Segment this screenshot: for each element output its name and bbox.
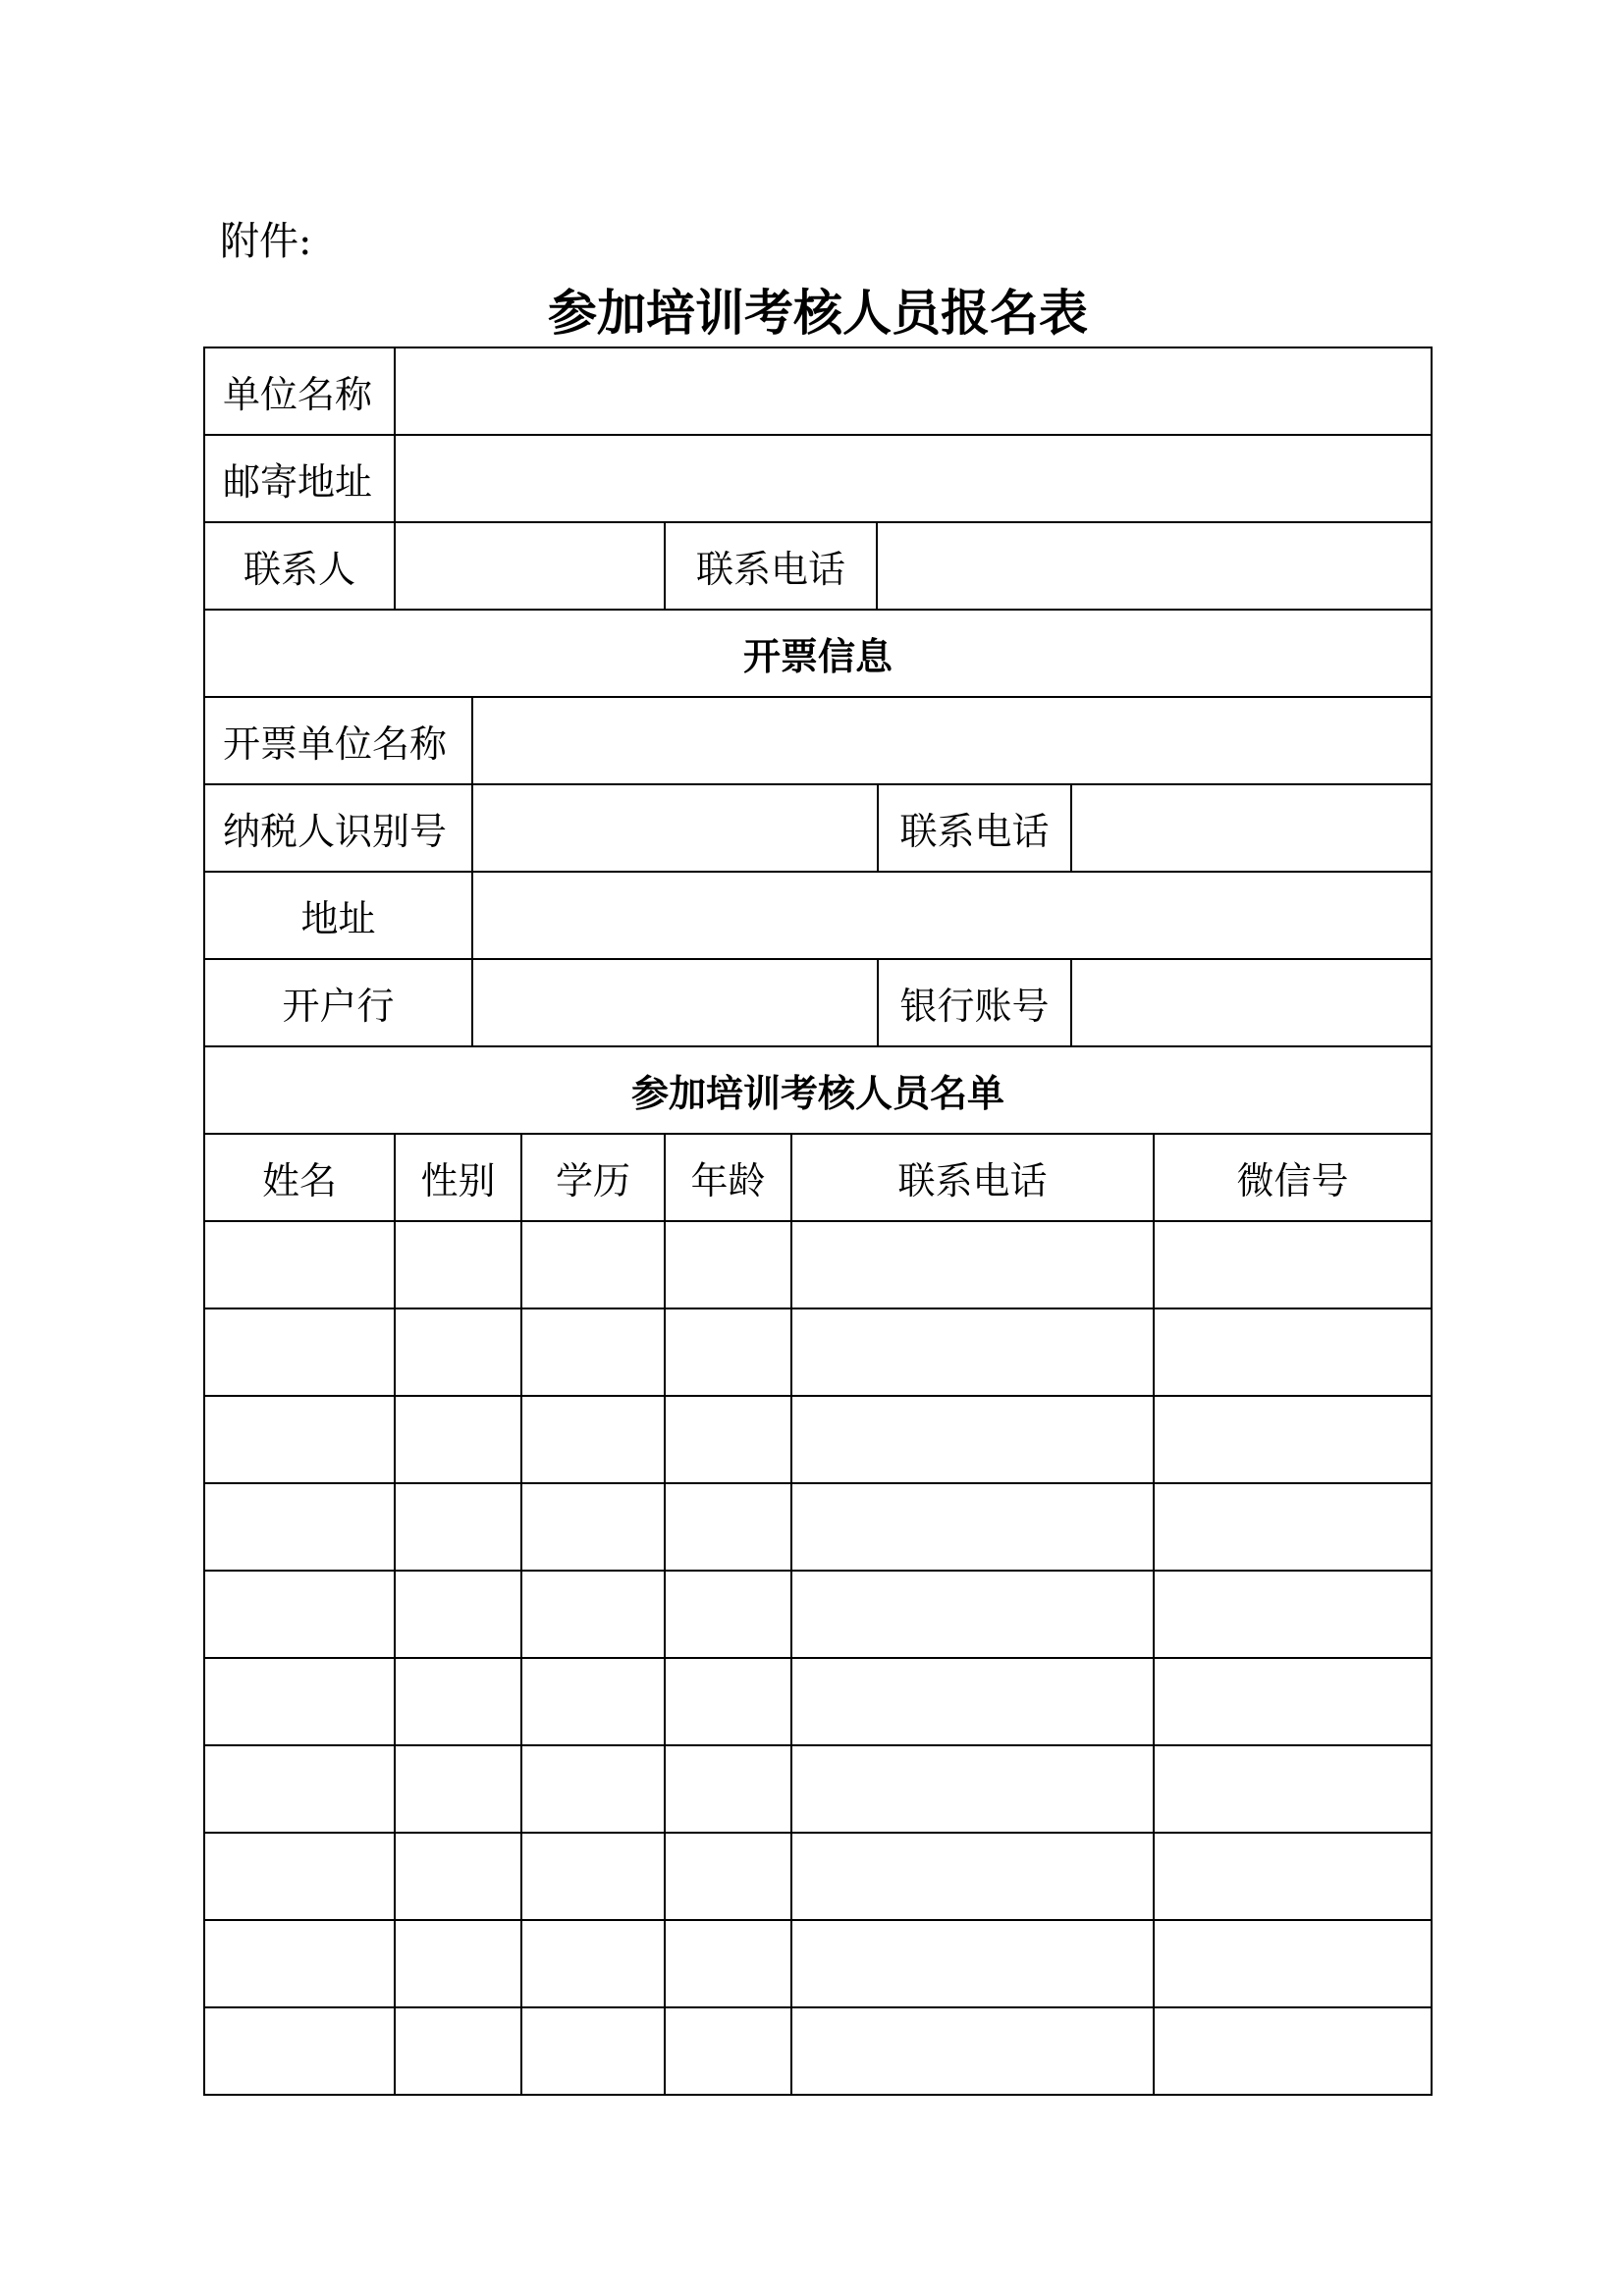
participant-gender-cell[interactable] (394, 1832, 522, 1921)
participant-name-cell[interactable] (203, 1744, 396, 1834)
participant-wechat-cell[interactable] (1153, 1657, 1433, 1746)
participant-gender-cell[interactable] (394, 1919, 522, 2008)
participant-phone-cell[interactable] (790, 1744, 1155, 1834)
participant-phone-cell[interactable] (790, 1482, 1155, 1572)
page-title: 参加培训考核人员报名表 (548, 284, 1088, 342)
participant-name-cell[interactable] (203, 1832, 396, 1921)
participant-name-cell[interactable] (203, 1570, 396, 1659)
participant-age-cell[interactable] (664, 1570, 792, 1659)
participant-education-cell[interactable] (520, 1919, 666, 2008)
participant-education-cell[interactable] (520, 1657, 666, 1746)
participant-gender-cell[interactable] (394, 1482, 522, 1572)
invoice-address-label: 地址 (203, 871, 473, 960)
unit-name-label: 单位名称 (203, 347, 396, 436)
participant-education-cell[interactable] (520, 2006, 666, 2096)
invoice-section-header: 开票信息 (203, 609, 1433, 698)
participant-age-cell[interactable] (664, 1744, 792, 1834)
bank-label: 开户行 (203, 958, 473, 1047)
participant-wechat-cell[interactable] (1153, 1482, 1433, 1572)
bank-account-label: 银行账号 (877, 958, 1072, 1047)
mail-address-label: 邮寄地址 (203, 434, 396, 523)
invoice-phone-field[interactable] (1070, 783, 1433, 873)
taxpayer-id-field[interactable] (471, 783, 879, 873)
participant-gender-cell[interactable] (394, 2006, 522, 2096)
participant-education-cell[interactable] (520, 1482, 666, 1572)
participant-wechat-cell[interactable] (1153, 1570, 1433, 1659)
participant-age-cell[interactable] (664, 1220, 792, 1309)
attachment-label: 附件: (220, 219, 312, 264)
invoice-address-field[interactable] (471, 871, 1433, 960)
participant-gender-cell[interactable] (394, 1744, 522, 1834)
mail-address-field[interactable] (394, 434, 1433, 523)
participant-age-cell[interactable] (664, 1482, 792, 1572)
participant-wechat-cell[interactable] (1153, 1744, 1433, 1834)
participant-phone-cell[interactable] (790, 1919, 1155, 2008)
column-header-gender: 性别 (394, 1133, 522, 1222)
taxpayer-id-label: 纳税人识别号 (203, 783, 473, 873)
participant-age-cell[interactable] (664, 1657, 792, 1746)
participant-gender-cell[interactable] (394, 1657, 522, 1746)
unit-name-field[interactable] (394, 347, 1433, 436)
participant-phone-cell[interactable] (790, 2006, 1155, 2096)
participant-name-cell[interactable] (203, 1220, 396, 1309)
column-header-education: 学历 (520, 1133, 666, 1222)
participant-gender-cell[interactable] (394, 1308, 522, 1397)
participant-gender-cell[interactable] (394, 1220, 522, 1309)
participant-phone-cell[interactable] (790, 1657, 1155, 1746)
participant-wechat-cell[interactable] (1153, 1220, 1433, 1309)
participant-education-cell[interactable] (520, 1395, 666, 1484)
participant-name-cell[interactable] (203, 1308, 396, 1397)
participant-education-cell[interactable] (520, 1570, 666, 1659)
contact-person-label: 联系人 (203, 521, 396, 611)
column-header-name: 姓名 (203, 1133, 396, 1222)
participant-phone-cell[interactable] (790, 1308, 1155, 1397)
participant-wechat-cell[interactable] (1153, 1919, 1433, 2008)
participant-age-cell[interactable] (664, 2006, 792, 2096)
participant-education-cell[interactable] (520, 1744, 666, 1834)
participant-name-cell[interactable] (203, 1919, 396, 2008)
participant-name-cell[interactable] (203, 2006, 396, 2096)
bank-field[interactable] (471, 958, 879, 1047)
participants-section-header: 参加培训考核人员名单 (203, 1045, 1433, 1135)
participant-wechat-cell[interactable] (1153, 1832, 1433, 1921)
participant-education-cell[interactable] (520, 1832, 666, 1921)
participant-education-cell[interactable] (520, 1308, 666, 1397)
invoice-unit-label: 开票单位名称 (203, 696, 473, 785)
participant-age-cell[interactable] (664, 1395, 792, 1484)
contact-phone-label: 联系电话 (664, 521, 878, 611)
column-header-wechat: 微信号 (1153, 1133, 1433, 1222)
contact-phone-field[interactable] (876, 521, 1433, 611)
invoice-unit-field[interactable] (471, 696, 1433, 785)
participant-phone-cell[interactable] (790, 1395, 1155, 1484)
participant-gender-cell[interactable] (394, 1570, 522, 1659)
participant-age-cell[interactable] (664, 1919, 792, 2008)
participant-gender-cell[interactable] (394, 1395, 522, 1484)
participant-age-cell[interactable] (664, 1308, 792, 1397)
contact-person-field[interactable] (394, 521, 666, 611)
participant-wechat-cell[interactable] (1153, 1395, 1433, 1484)
participant-education-cell[interactable] (520, 1220, 666, 1309)
invoice-phone-label: 联系电话 (877, 783, 1072, 873)
column-header-age: 年龄 (664, 1133, 792, 1222)
participant-name-cell[interactable] (203, 1482, 396, 1572)
participant-phone-cell[interactable] (790, 1570, 1155, 1659)
column-header-phone: 联系电话 (790, 1133, 1155, 1222)
participant-wechat-cell[interactable] (1153, 1308, 1433, 1397)
participant-age-cell[interactable] (664, 1832, 792, 1921)
participant-phone-cell[interactable] (790, 1220, 1155, 1309)
participant-wechat-cell[interactable] (1153, 2006, 1433, 2096)
participant-name-cell[interactable] (203, 1395, 396, 1484)
bank-account-field[interactable] (1070, 958, 1433, 1047)
participant-name-cell[interactable] (203, 1657, 396, 1746)
participant-phone-cell[interactable] (790, 1832, 1155, 1921)
